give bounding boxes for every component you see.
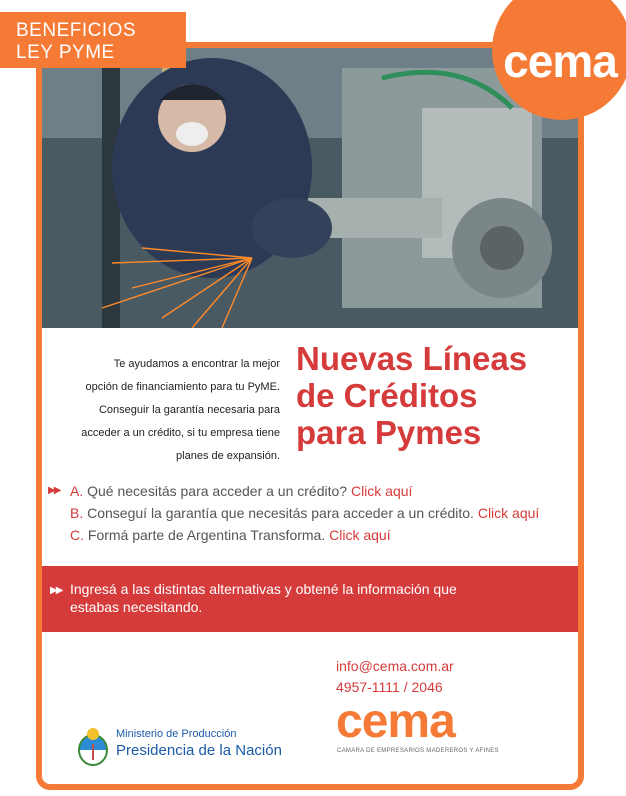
intro-line: acceder a un crédito, si tu empresa tiene (81, 427, 280, 439)
option-letter: C. (70, 527, 84, 543)
option-b-link[interactable]: Click aquí (477, 505, 540, 521)
contact-info (336, 656, 454, 698)
intro-text (70, 353, 280, 468)
option-a (48, 483, 588, 505)
argentina-seal-icon (76, 726, 110, 766)
options-list (48, 483, 588, 549)
ministry-logo (76, 724, 296, 768)
banner-line-1: BENEFICIOS (16, 20, 137, 41)
ministry-line-2: Presidencia de la Nación (116, 742, 282, 759)
headline (296, 340, 586, 451)
option-text: Formá parte de Argentina Transforma. (87, 527, 326, 543)
ministry-line-1: Ministerio de Producción (116, 728, 237, 740)
banner-line-2: LEY PYME (16, 42, 115, 63)
intro-line: Conseguir la garantía necesaria para (98, 404, 280, 416)
option-a-link[interactable]: Click aquí (350, 483, 413, 499)
cta-line-1: Ingresá a las distintas alternativas y obtené la información que (70, 581, 457, 597)
cema-logo-subtitle: CAMARA DE EMPRESARIOS MADEREROS Y AFINES (337, 748, 499, 754)
option-c (48, 527, 588, 549)
worker-machine-illustration (42, 48, 578, 328)
headline-line-3: para Pymes (296, 414, 482, 451)
intro-line: planes de expansión. (176, 450, 280, 462)
headline-line-2: de Créditos (296, 377, 478, 414)
benefits-banner (0, 12, 186, 68)
cta-line-2: estabas necesitando. (70, 599, 203, 615)
cta-bar[interactable] (42, 566, 578, 632)
option-letter: B. (70, 505, 84, 521)
option-letter: A. (70, 483, 84, 499)
hero-photo (42, 48, 578, 328)
intro-line: opción de financiamiento para tu PyME. (85, 381, 280, 393)
option-c-link[interactable]: Click aquí (329, 527, 391, 543)
cema-badge-text: cema (503, 35, 617, 87)
cema-logo: cema (336, 695, 455, 748)
contact-phone: 4957-1111 / 2046 (336, 679, 443, 695)
intro-line: Te ayudamos a encontrar la mejor (113, 358, 280, 370)
double-chevron-icon: ▶▶ (48, 485, 60, 496)
double-chevron-icon: ▶▶ (50, 585, 62, 596)
headline-line-1: Nuevas Líneas (296, 340, 528, 377)
contact-email[interactable]: info@cema.com.ar (336, 658, 454, 674)
option-b (48, 505, 588, 527)
option-text: Conseguí la garantía que necesitás para acceder a un crédito. (87, 505, 474, 521)
option-text: Qué necesitás para acceder a un crédito? (87, 483, 348, 499)
